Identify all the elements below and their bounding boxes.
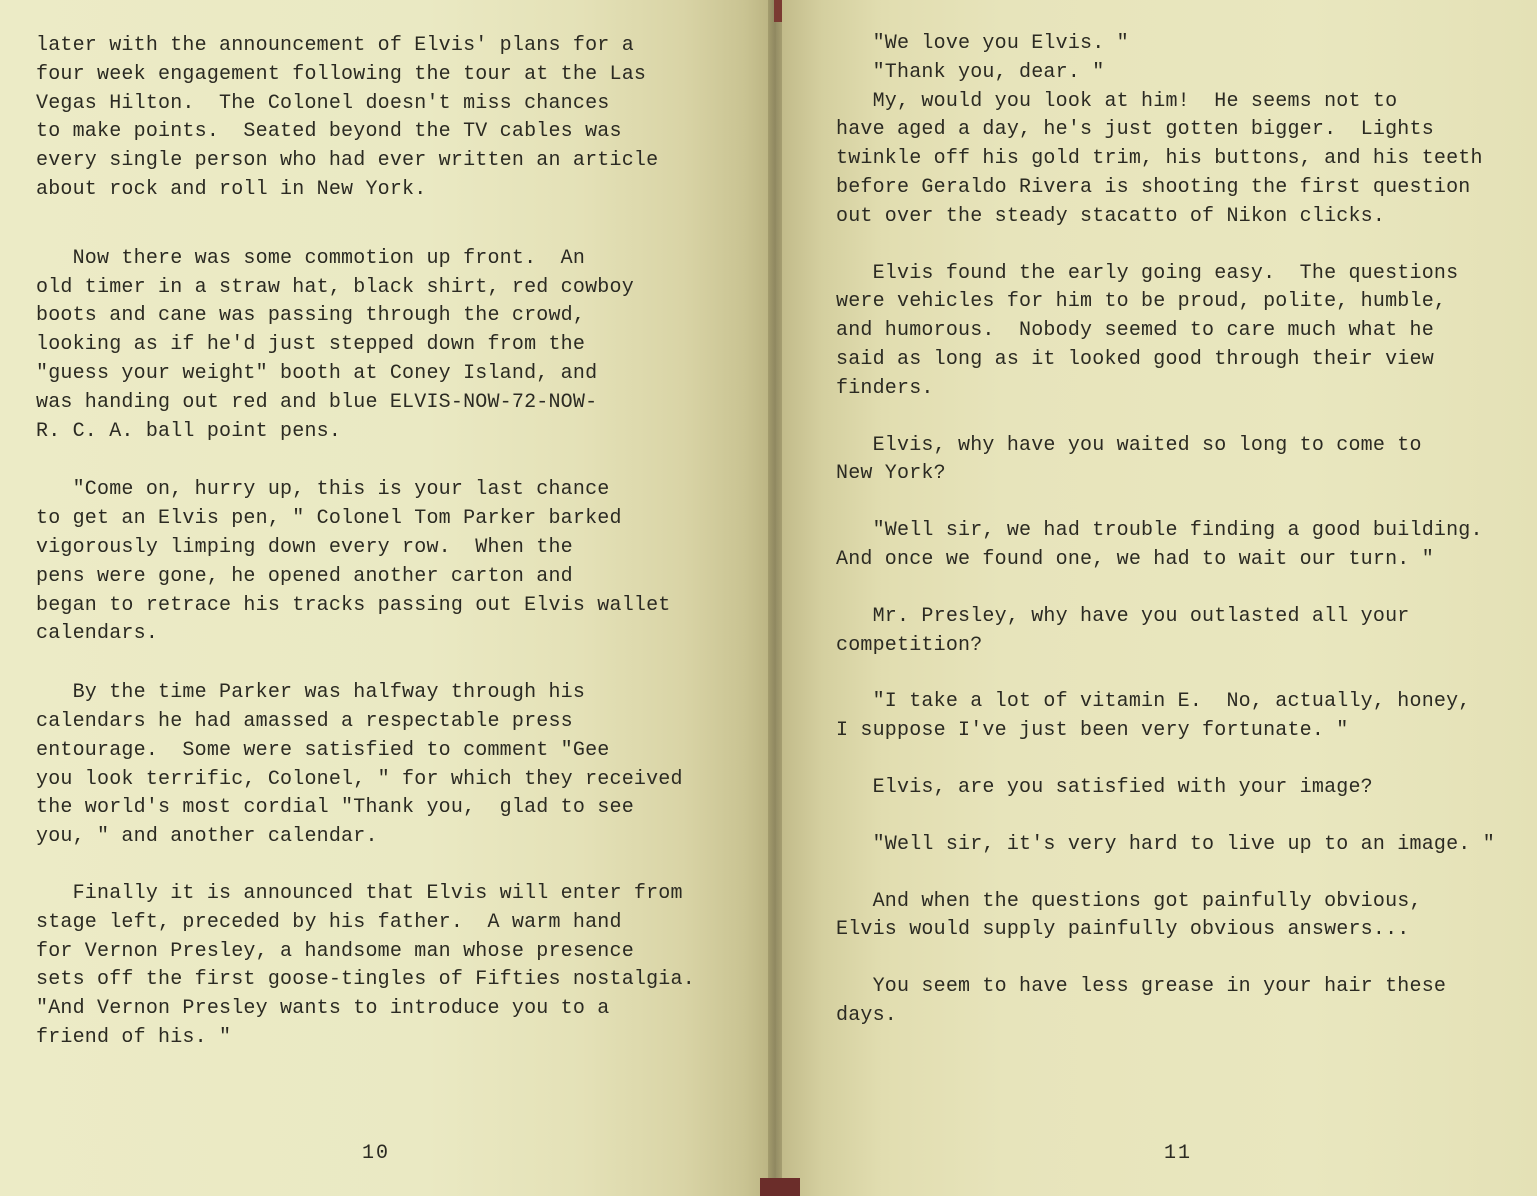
text-line: for Vernon Presley, a handsome man whose presence bbox=[36, 939, 634, 963]
text-line: you look terrific, Colonel, " for which they received bbox=[36, 767, 683, 791]
paragraph bbox=[36, 32, 726, 205]
text-line: "We love you Elvis. " bbox=[836, 32, 1129, 55]
text-line: "guess your weight" booth at Coney Island, and bbox=[36, 361, 598, 385]
text-line: have aged a day, he's just gotten bigger. Lights bbox=[836, 118, 1434, 142]
text-line: Elvis found the early going easy. The questions bbox=[836, 261, 1459, 285]
text-line: friend of his. " bbox=[36, 1025, 232, 1049]
text-line: "And Vernon Presley wants to introduce you to a bbox=[36, 997, 610, 1021]
text-line: to make points. Seated beyond the TV cables was bbox=[36, 120, 622, 144]
text-line: By the time Parker was halfway through his bbox=[36, 681, 586, 705]
text-line: and humorous. Nobody seemed to care much what he bbox=[836, 319, 1434, 343]
paragraph bbox=[36, 679, 726, 852]
text-line: calendars. bbox=[36, 622, 159, 646]
text-line: "Well sir, we had trouble finding a good building. bbox=[836, 519, 1483, 543]
text-line: I suppose I've just been very fortunate. " bbox=[836, 719, 1349, 743]
paragraph bbox=[836, 603, 1526, 661]
paragraph bbox=[836, 688, 1526, 746]
text-line: was handing out red and blue ELVIS-NOW-72-NOW- bbox=[36, 390, 598, 414]
right-page bbox=[776, 0, 1537, 1196]
text-line: "Well sir, it's very hard to live up to an image. " bbox=[836, 832, 1495, 856]
text-line: My, would you look at him! He seems not to bbox=[836, 89, 1398, 113]
text-line: old timer in a straw hat, black shirt, red cowboy bbox=[36, 275, 634, 299]
text-line: sets off the first goose-tingles of Fifties nostalgia. bbox=[36, 968, 695, 992]
text-line: pens were gone, he opened another carton and bbox=[36, 564, 573, 588]
text-line: New York? bbox=[836, 462, 946, 486]
text-line: days. bbox=[836, 1003, 898, 1027]
text-line: stage left, preceded by his father. A warm hand bbox=[36, 910, 622, 934]
text-line: boots and cane was passing through the crowd, bbox=[36, 304, 586, 328]
text-line: And once we found one, we had to wait our turn. " bbox=[836, 547, 1434, 571]
text-line: out over the steady stacatto of Nikon clicks. bbox=[836, 204, 1386, 228]
text-line: Elvis would supply painfully obvious answers... bbox=[836, 918, 1410, 942]
text-line: "Thank you, dear. " bbox=[836, 60, 1105, 84]
text-line: you, " and another calendar. bbox=[36, 825, 378, 849]
right-page-number: 11 bbox=[1164, 1142, 1193, 1165]
text-line: Finally it is announced that Elvis will enter from bbox=[36, 881, 683, 905]
paragraph bbox=[36, 245, 726, 447]
text-line: vigorously limping down every row. When the bbox=[36, 535, 573, 559]
text-line: competition? bbox=[836, 633, 983, 657]
paragraph bbox=[836, 432, 1526, 490]
text-line: calendars he had amassed a respectable press bbox=[36, 709, 573, 733]
text-line: looking as if he'd just stepped down from the bbox=[36, 333, 586, 357]
right-page-body bbox=[836, 30, 1526, 1031]
paragraph bbox=[36, 476, 726, 649]
paragraph bbox=[836, 517, 1526, 575]
text-line: Now there was some commotion up front. An bbox=[36, 246, 586, 270]
text-line: And when the questions got painfully obvious, bbox=[836, 889, 1422, 913]
left-page-body bbox=[36, 32, 726, 1053]
text-line: R. C. A. ball point pens. bbox=[36, 419, 342, 443]
text-line: said as long as it looked good through their view bbox=[836, 347, 1434, 371]
text-line: entourage. Some were satisfied to comment "Gee bbox=[36, 738, 610, 762]
text-line: four week engagement following the tour at the Las bbox=[36, 62, 647, 86]
text-line: Vegas Hilton. The Colonel doesn't miss chances bbox=[36, 91, 610, 115]
paragraph bbox=[36, 880, 726, 1053]
paragraph bbox=[836, 888, 1526, 946]
text-line: twinkle off his gold trim, his buttons, and his teeth bbox=[836, 147, 1483, 171]
text-line: Mr. Presley, why have you outlasted all your bbox=[836, 604, 1410, 628]
text-line: You seem to have less grease in your hair these bbox=[836, 975, 1447, 999]
text-line: about rock and roll in New York. bbox=[36, 177, 427, 201]
text-line: to get an Elvis pen, " Colonel Tom Parker barked bbox=[36, 507, 622, 531]
text-line: the world's most cordial "Thank you, glad to see bbox=[36, 796, 634, 820]
text-line: were vehicles for him to be proud, polite, humble, bbox=[836, 290, 1447, 314]
paragraph bbox=[836, 831, 1526, 860]
text-line: "I take a lot of vitamin E. No, actually, honey, bbox=[836, 690, 1471, 714]
spine-top-edge bbox=[774, 0, 782, 22]
text-line: Elvis, are you satisfied with your image? bbox=[836, 775, 1373, 799]
left-page-number: 10 bbox=[362, 1142, 391, 1165]
paragraph bbox=[836, 774, 1526, 803]
spine-bottom-edge bbox=[760, 1178, 800, 1196]
text-line: "Come on, hurry up, this is your last chance bbox=[36, 478, 610, 502]
book-gutter bbox=[768, 0, 782, 1196]
text-line: before Geraldo Rivera is shooting the first question bbox=[836, 175, 1471, 199]
text-line: finders. bbox=[836, 376, 934, 400]
text-line: Elvis, why have you waited so long to come to bbox=[836, 433, 1422, 457]
text-line: every single person who had ever written an article bbox=[36, 149, 659, 173]
paragraph bbox=[836, 260, 1526, 404]
paragraph bbox=[836, 30, 1526, 232]
text-line: began to retrace his tracks passing out Elvis wallet bbox=[36, 593, 671, 617]
paragraph bbox=[836, 973, 1526, 1031]
text-line: later with the announcement of Elvis' plans for a bbox=[36, 34, 634, 57]
